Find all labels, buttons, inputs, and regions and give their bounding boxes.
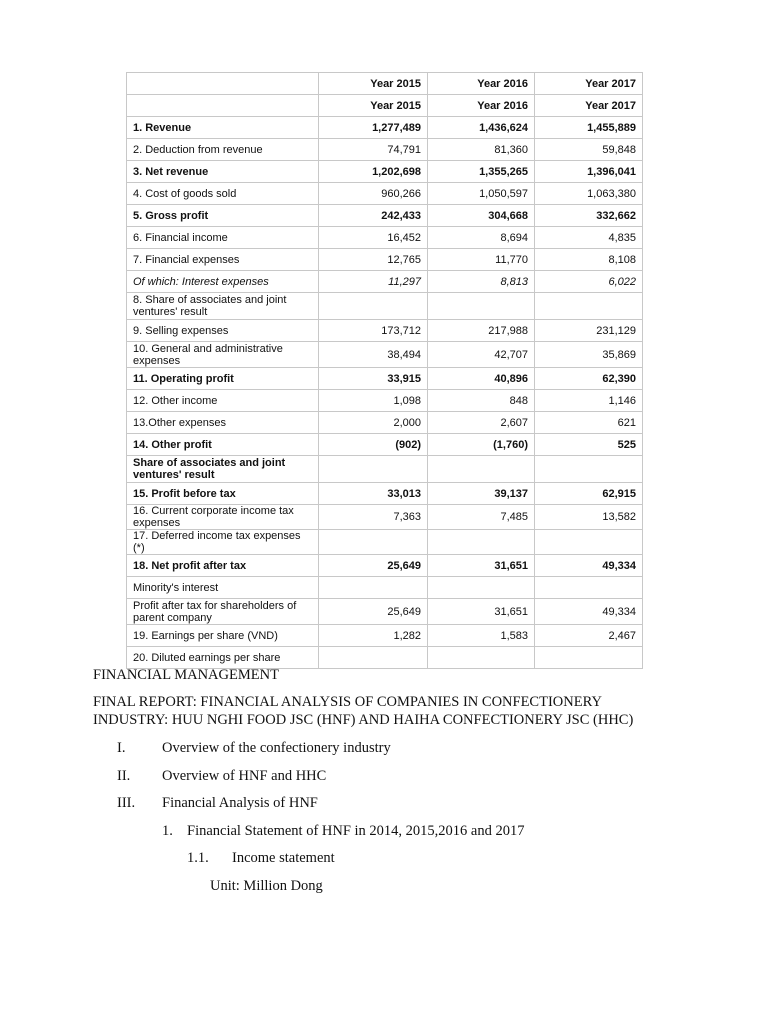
table-row xyxy=(127,368,643,390)
row-label-cell: 11. Operating profit xyxy=(127,368,319,390)
value-cell-y2017: 49,334 xyxy=(535,555,643,577)
value-cell-y2016: 1,436,624 xyxy=(428,117,535,139)
row-label-cell: 14. Other profit xyxy=(127,434,319,456)
value-cell-y2016: 42,707 xyxy=(428,342,535,368)
row-label-cell: Share of associates and joint ventures' result xyxy=(127,456,319,483)
doc-heading: FINANCIAL MANAGEMENT xyxy=(93,667,279,683)
row-label-cell: 6. Financial income xyxy=(127,227,319,249)
year-header-cell: Year 2015 xyxy=(319,73,428,95)
table-row xyxy=(127,249,643,271)
table-row xyxy=(127,647,643,669)
table-row xyxy=(127,117,643,139)
value-cell-y2016: 7,485 xyxy=(428,505,535,530)
value-cell-y2016: 8,694 xyxy=(428,227,535,249)
value-cell-y2017 xyxy=(535,647,643,669)
value-cell-y2015 xyxy=(319,530,428,555)
table-row xyxy=(127,139,643,161)
value-cell-y2016: 217,988 xyxy=(428,320,535,342)
value-cell-y2015: 38,494 xyxy=(319,342,428,368)
row-label-cell: 13.Other expenses xyxy=(127,412,319,434)
value-cell-y2016: 39,137 xyxy=(428,483,535,505)
year-header-cell: Year 2017 xyxy=(535,95,643,117)
value-cell-y2016 xyxy=(428,647,535,669)
value-cell-y2016 xyxy=(428,577,535,599)
table-row xyxy=(127,161,643,183)
outline-number: III. xyxy=(117,795,136,811)
income-statement-table xyxy=(126,72,643,669)
value-cell-y2015: 11,297 xyxy=(319,271,428,293)
table-row xyxy=(127,555,643,577)
table-row xyxy=(127,599,643,625)
value-cell-y2017: 13,582 xyxy=(535,505,643,530)
value-cell-y2017: 6,022 xyxy=(535,271,643,293)
table-row xyxy=(127,183,643,205)
table-row xyxy=(127,412,643,434)
row-label-cell: Minority's interest xyxy=(127,577,319,599)
value-cell-y2015: 2,000 xyxy=(319,412,428,434)
value-cell-y2017 xyxy=(535,293,643,320)
income-statement-body xyxy=(127,73,643,669)
value-cell-y2017: 62,390 xyxy=(535,368,643,390)
table-row xyxy=(127,530,643,555)
value-cell-y2016: 11,770 xyxy=(428,249,535,271)
table-row xyxy=(127,456,643,483)
value-cell-y2016: 304,668 xyxy=(428,205,535,227)
table-row xyxy=(127,625,643,647)
header-blank-cell xyxy=(127,73,319,95)
table-row xyxy=(127,434,643,456)
value-cell-y2016: 848 xyxy=(428,390,535,412)
row-label-cell: 17. Deferred income tax expenses (*) xyxy=(127,530,319,555)
value-cell-y2015: 33,013 xyxy=(319,483,428,505)
value-cell-y2017: 1,146 xyxy=(535,390,643,412)
header-blank-cell xyxy=(127,95,319,117)
value-cell-y2015: 16,452 xyxy=(319,227,428,249)
value-cell-y2017: 62,915 xyxy=(535,483,643,505)
value-cell-y2016: 1,050,597 xyxy=(428,183,535,205)
table-row xyxy=(127,293,643,320)
value-cell-y2015: 33,915 xyxy=(319,368,428,390)
year-header-cell: Year 2017 xyxy=(535,73,643,95)
value-cell-y2015: 1,202,698 xyxy=(319,161,428,183)
table-header-row xyxy=(127,73,643,95)
year-header-cell: Year 2016 xyxy=(428,73,535,95)
value-cell-y2015 xyxy=(319,647,428,669)
value-cell-y2015: 74,791 xyxy=(319,139,428,161)
value-cell-y2017: 1,063,380 xyxy=(535,183,643,205)
row-label-cell: 3. Net revenue xyxy=(127,161,319,183)
subsection-number: 1. xyxy=(162,823,173,839)
value-cell-y2017: 1,455,889 xyxy=(535,117,643,139)
value-cell-y2015: 242,433 xyxy=(319,205,428,227)
value-cell-y2017: 59,848 xyxy=(535,139,643,161)
subsubsection-income-statement: Income statement xyxy=(232,850,335,866)
value-cell-y2017: 525 xyxy=(535,434,643,456)
row-label-cell: 5. Gross profit xyxy=(127,205,319,227)
value-cell-y2017: 2,467 xyxy=(535,625,643,647)
year-header-cell: Year 2016 xyxy=(428,95,535,117)
table-row xyxy=(127,505,643,530)
value-cell-y2016: 2,607 xyxy=(428,412,535,434)
row-label-cell: 8. Share of associates and joint ventures' result xyxy=(127,293,319,320)
unit-note: Unit: Million Dong xyxy=(210,878,323,894)
row-label-cell: 1. Revenue xyxy=(127,117,319,139)
value-cell-y2017: 4,835 xyxy=(535,227,643,249)
value-cell-y2016: (1,760) xyxy=(428,434,535,456)
outline-item-industry-overview: Overview of the confectionery industry xyxy=(162,740,391,756)
value-cell-y2015: 25,649 xyxy=(319,599,428,625)
value-cell-y2016: 8,813 xyxy=(428,271,535,293)
value-cell-y2015: 1,282 xyxy=(319,625,428,647)
row-label-cell: Of which: Interest expenses xyxy=(127,271,319,293)
outline-number: I. xyxy=(117,740,126,756)
row-label-cell: 16. Current corporate income tax expenses xyxy=(127,505,319,530)
row-label-cell: 2. Deduction from revenue xyxy=(127,139,319,161)
value-cell-y2015 xyxy=(319,293,428,320)
value-cell-y2015 xyxy=(319,577,428,599)
report-title-line-2: INDUSTRY: HUU NGHI FOOD JSC (HNF) AND HAIHA CONFECTIONERY JSC (HHC) xyxy=(93,712,634,728)
value-cell-y2016 xyxy=(428,456,535,483)
table-row xyxy=(127,205,643,227)
value-cell-y2016: 1,355,265 xyxy=(428,161,535,183)
value-cell-y2015: 173,712 xyxy=(319,320,428,342)
value-cell-y2015: 1,277,489 xyxy=(319,117,428,139)
table-row xyxy=(127,271,643,293)
table-row xyxy=(127,483,643,505)
value-cell-y2015 xyxy=(319,456,428,483)
value-cell-y2015: 25,649 xyxy=(319,555,428,577)
subsection-financial-statement: Financial Statement of HNF in 2014, 2015,2016 and 2017 xyxy=(187,823,525,839)
row-label-cell: 18. Net profit after tax xyxy=(127,555,319,577)
table-row xyxy=(127,390,643,412)
value-cell-y2016: 81,360 xyxy=(428,139,535,161)
value-cell-y2016: 31,651 xyxy=(428,555,535,577)
table-row xyxy=(127,577,643,599)
value-cell-y2016: 40,896 xyxy=(428,368,535,390)
value-cell-y2015: 12,765 xyxy=(319,249,428,271)
row-label-cell: 7. Financial expenses xyxy=(127,249,319,271)
row-label-cell: 10. General and administrative expenses xyxy=(127,342,319,368)
row-label-cell: 20. Diluted earnings per share xyxy=(127,647,319,669)
table-row xyxy=(127,320,643,342)
value-cell-y2017: 231,129 xyxy=(535,320,643,342)
table-header-row xyxy=(127,95,643,117)
value-cell-y2016 xyxy=(428,530,535,555)
subsubsection-number: 1.1. xyxy=(187,850,209,866)
outline-item-company-overview: Overview of HNF and HHC xyxy=(162,768,327,784)
row-label-cell: 15. Profit before tax xyxy=(127,483,319,505)
value-cell-y2017: 49,334 xyxy=(535,599,643,625)
value-cell-y2015: (902) xyxy=(319,434,428,456)
row-label-cell: 9. Selling expenses xyxy=(127,320,319,342)
value-cell-y2016: 31,651 xyxy=(428,599,535,625)
value-cell-y2017: 332,662 xyxy=(535,205,643,227)
year-header-cell: Year 2015 xyxy=(319,95,428,117)
value-cell-y2017 xyxy=(535,577,643,599)
value-cell-y2017 xyxy=(535,456,643,483)
value-cell-y2017: 8,108 xyxy=(535,249,643,271)
row-label-cell: 12. Other income xyxy=(127,390,319,412)
row-label-cell: 4. Cost of goods sold xyxy=(127,183,319,205)
outline-item-financial-analysis: Financial Analysis of HNF xyxy=(162,795,318,811)
table-row xyxy=(127,227,643,249)
value-cell-y2015: 960,266 xyxy=(319,183,428,205)
row-label-cell: Profit after tax for shareholders of parent company xyxy=(127,599,319,625)
value-cell-y2017: 35,869 xyxy=(535,342,643,368)
value-cell-y2017 xyxy=(535,530,643,555)
value-cell-y2015: 1,098 xyxy=(319,390,428,412)
outline-number: II. xyxy=(117,768,131,784)
value-cell-y2017: 621 xyxy=(535,412,643,434)
row-label-cell: 19. Earnings per share (VND) xyxy=(127,625,319,647)
report-title-line-1: FINAL REPORT: FINANCIAL ANALYSIS OF COMPANIES IN CONFECTIONERY xyxy=(93,694,602,710)
value-cell-y2015: 7,363 xyxy=(319,505,428,530)
value-cell-y2017: 1,396,041 xyxy=(535,161,643,183)
value-cell-y2016 xyxy=(428,293,535,320)
value-cell-y2016: 1,583 xyxy=(428,625,535,647)
table-row xyxy=(127,342,643,368)
